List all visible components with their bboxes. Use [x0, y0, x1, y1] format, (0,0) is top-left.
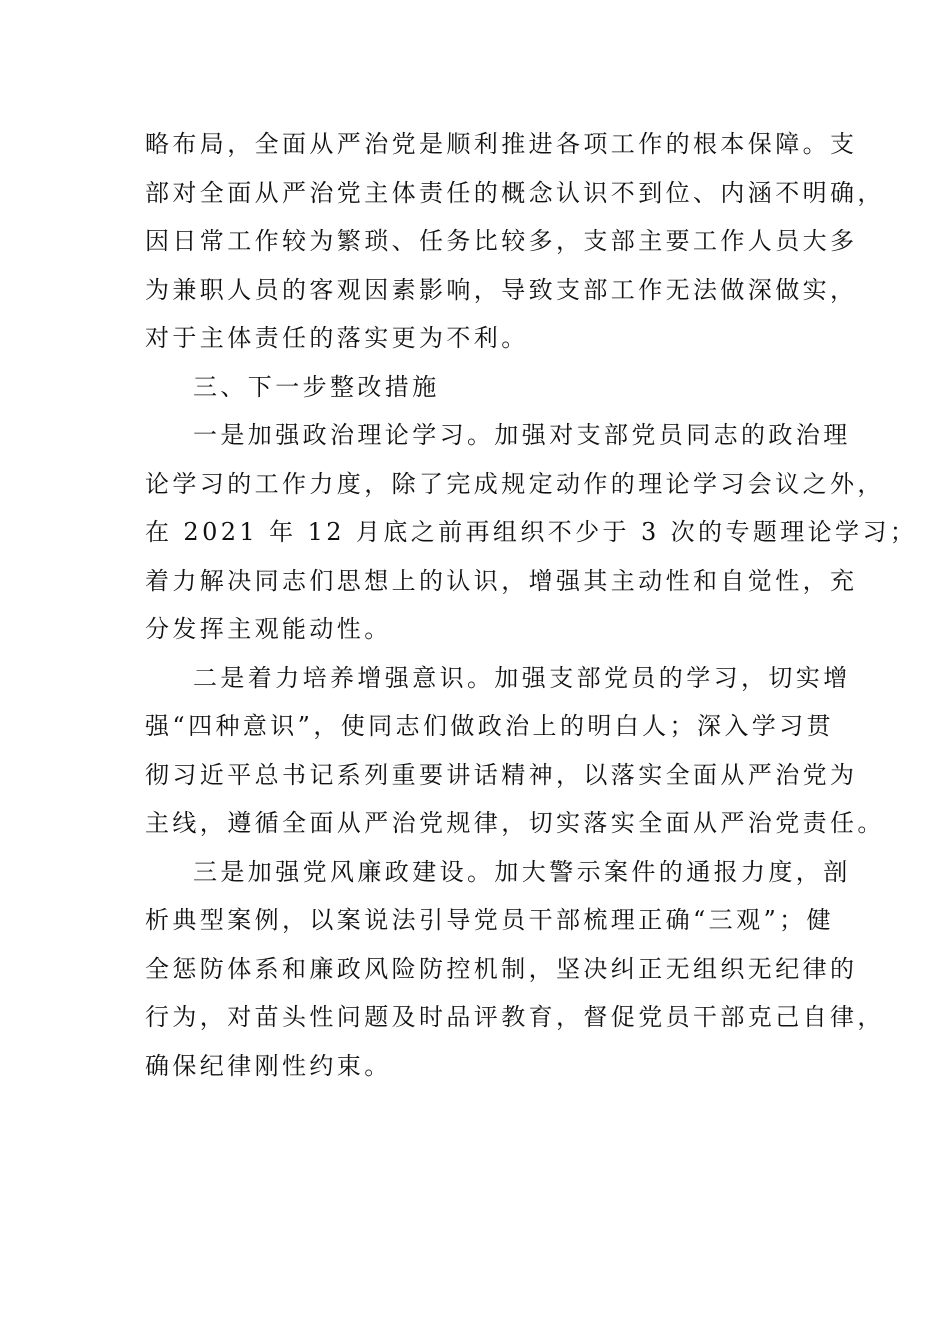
- text-line: 全惩防体系和廉政风险防控机制，坚决纠正无组织无纪律的: [145, 954, 858, 983]
- text-line: 强“四种意识”，使同志们做政治上的明白人；深入学习贯: [145, 712, 834, 740]
- body-text: [145, 120, 918, 1090]
- text-line: 三是加强党风廉政建设。加大警示案件的通报力度，剖: [193, 857, 851, 886]
- text-line: 确保纪律刚性约束。: [145, 1051, 392, 1080]
- text-line: 略布局，全面从严治党是顺利推进各项工作的根本保障。支: [145, 130, 858, 158]
- text-line: 因日常工作较为繁琐、任务比较多，支部主要工作人员大多: [145, 227, 858, 255]
- text-line: 行为，对苗头性问题及时品评教育，督促党员干部克己自律，: [145, 1003, 885, 1031]
- text-line: 分发挥主观能动性。: [145, 615, 392, 643]
- text-line: 对于主体责任的落实更为不利。: [145, 324, 529, 352]
- text-line: 析典型案例，以案说法引导党员干部梳理正确“三观”；健: [145, 906, 834, 934]
- text-line: 着力解决同志们思想上的认识，增强其主动性和自觉性，充: [145, 566, 858, 595]
- text-line: 为兼职人员的客观因素影响，导致支部工作无法做深做实，: [145, 275, 858, 304]
- text-line: 部对全面从严治党主体责任的概念认识不到位、内涵不明确，: [145, 178, 885, 207]
- section-heading: 三、下一步整改措施: [193, 372, 440, 401]
- text-line: 主线，遵循全面从严治党规律，切实落实全面从严治党责任。: [145, 809, 885, 837]
- text-line: 在 2021 年 12 月底之前再组织不少于 3 次的专题理论学习；: [145, 518, 918, 546]
- text-line: 彻习近平总书记系列重要讲话精神，以落实全面从严治党为: [145, 760, 858, 789]
- text-line: 一是加强政治理论学习。加强对支部党员同志的政治理: [193, 421, 851, 449]
- text-line: 二是着力培养增强意识。加强支部党员的学习，切实增: [193, 663, 851, 692]
- text-line: 论学习的工作力度，除了完成规定动作的理论学习会议之外，: [145, 469, 885, 498]
